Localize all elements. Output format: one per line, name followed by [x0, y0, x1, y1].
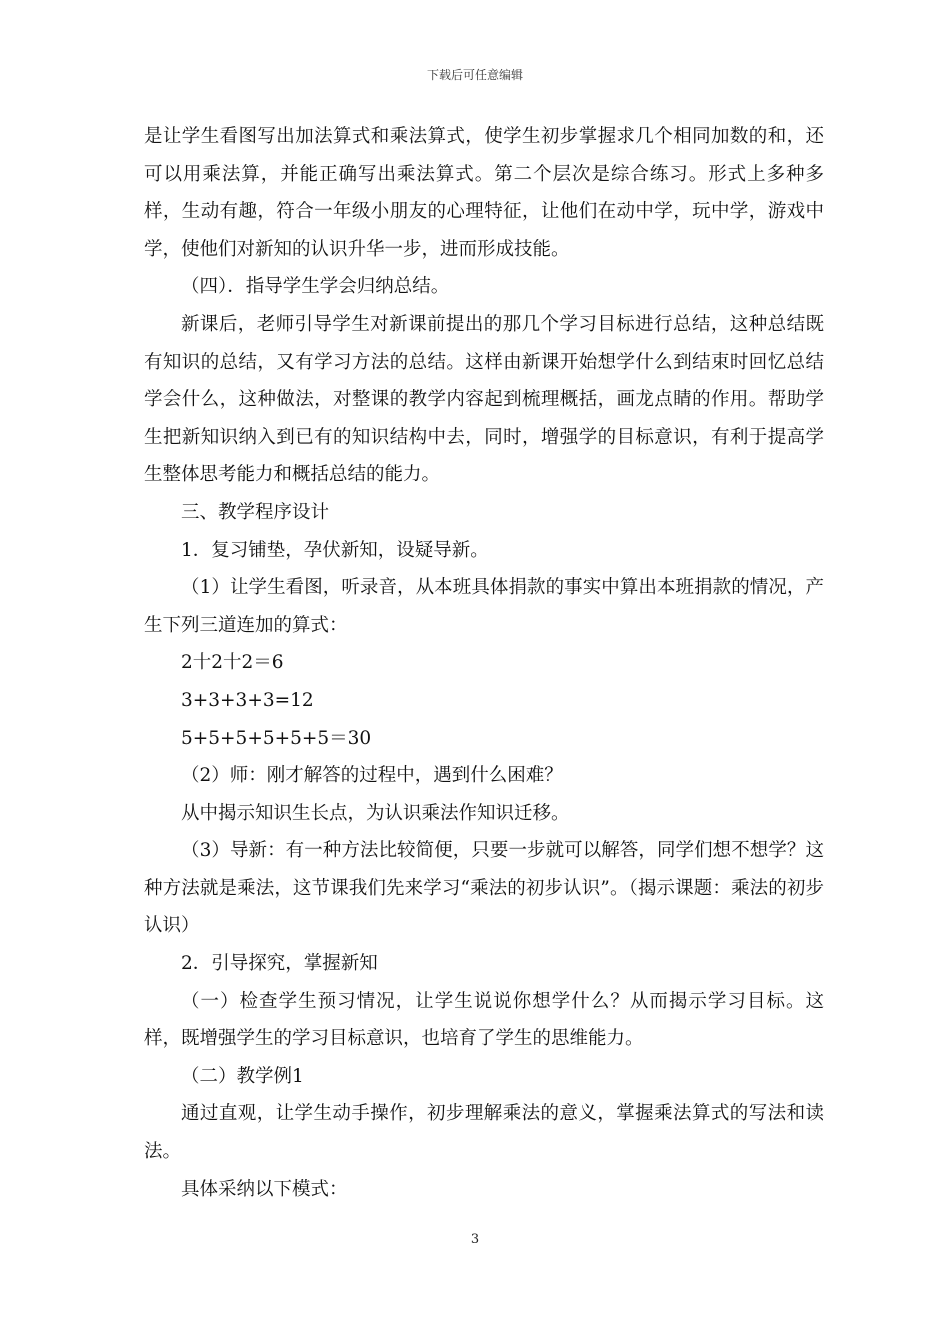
equation-line: 3+3+3+3=12 [181, 689, 314, 711]
paragraph: （二）教学例1 [181, 1065, 304, 1087]
page-header: 下载后可任意编辑 [426, 68, 523, 82]
paragraph: 从中揭示知识生长点，为认识乘法作知识迁移。 [181, 802, 570, 824]
document-body [144, 118, 824, 1208]
paragraph: （一）检查学生预习情况，让学生说说你想学什么？从而揭示学习目标。这样，既增强学生的学习目标意识，也培育了学生的思维能力。 [144, 990, 824, 1050]
subsection-heading: 1．复习铺垫，孕伏新知，设疑导新。 [181, 539, 489, 561]
paragraph: （3）导新：有一种方法比较简便，只要一步就可以解答，同学们想不想学？这种方法就是乘法，这节课我们先来学习“乘法的初步认识”。（揭示课题：乘法的初步认识） [144, 840, 824, 937]
section-heading: 三、教学程序设计 [181, 501, 330, 523]
equation-line: 5+5+5+5+5+5＝30 [181, 727, 372, 749]
paragraph: 是让学生看图写出加法算式和乘法算式，使学生初步掌握求几个相同加数的和，还可以用乘法算，并能正确写出乘法算式。第二个层次是综合练习。形式上多种多样，生动有趣，符合一年级小朋友的心理特征，让他们在动中学，玩中学，游戏中学，使他们对新知的认识升华一步，进而形成技能。 [144, 126, 824, 260]
subsection-heading: 2．引导探究，掌握新知 [181, 953, 378, 975]
paragraph: （四）．指导学生学会归纳总结。 [181, 276, 450, 298]
page-number: 3 [470, 1232, 480, 1247]
paragraph: 具体采纳以下模式： [181, 1178, 348, 1200]
equation-line: 2十2十2＝6 [181, 652, 284, 674]
paragraph: 新课后，老师引导学生对新课前提出的那几个学习目标进行总结，这种总结既有知识的总结，又有学习方法的总结。这样由新课开始想学什么到结束时回忆总结学会什么，这种做法，对整课的教学内容起到梳理概括，画龙点睛的作用。帮助学生把新知识纳入到已有的知识结构中去，同时，增强学的目标意识，有利于提高学生整体思考能力和概括总结的能力。 [144, 313, 824, 486]
paragraph: （2）师：刚才解答的过程中，遇到什么困难？ [181, 765, 563, 787]
paragraph: 通过直观，让学生动手操作，初步理解乘法的意义，掌握乘法算式的写法和读法。 [144, 1103, 824, 1163]
paragraph: （1）让学生看图，听录音，从本班具体捐款的事实中算出本班捐款的情况，产生下列三道连加的算式： [144, 577, 824, 636]
